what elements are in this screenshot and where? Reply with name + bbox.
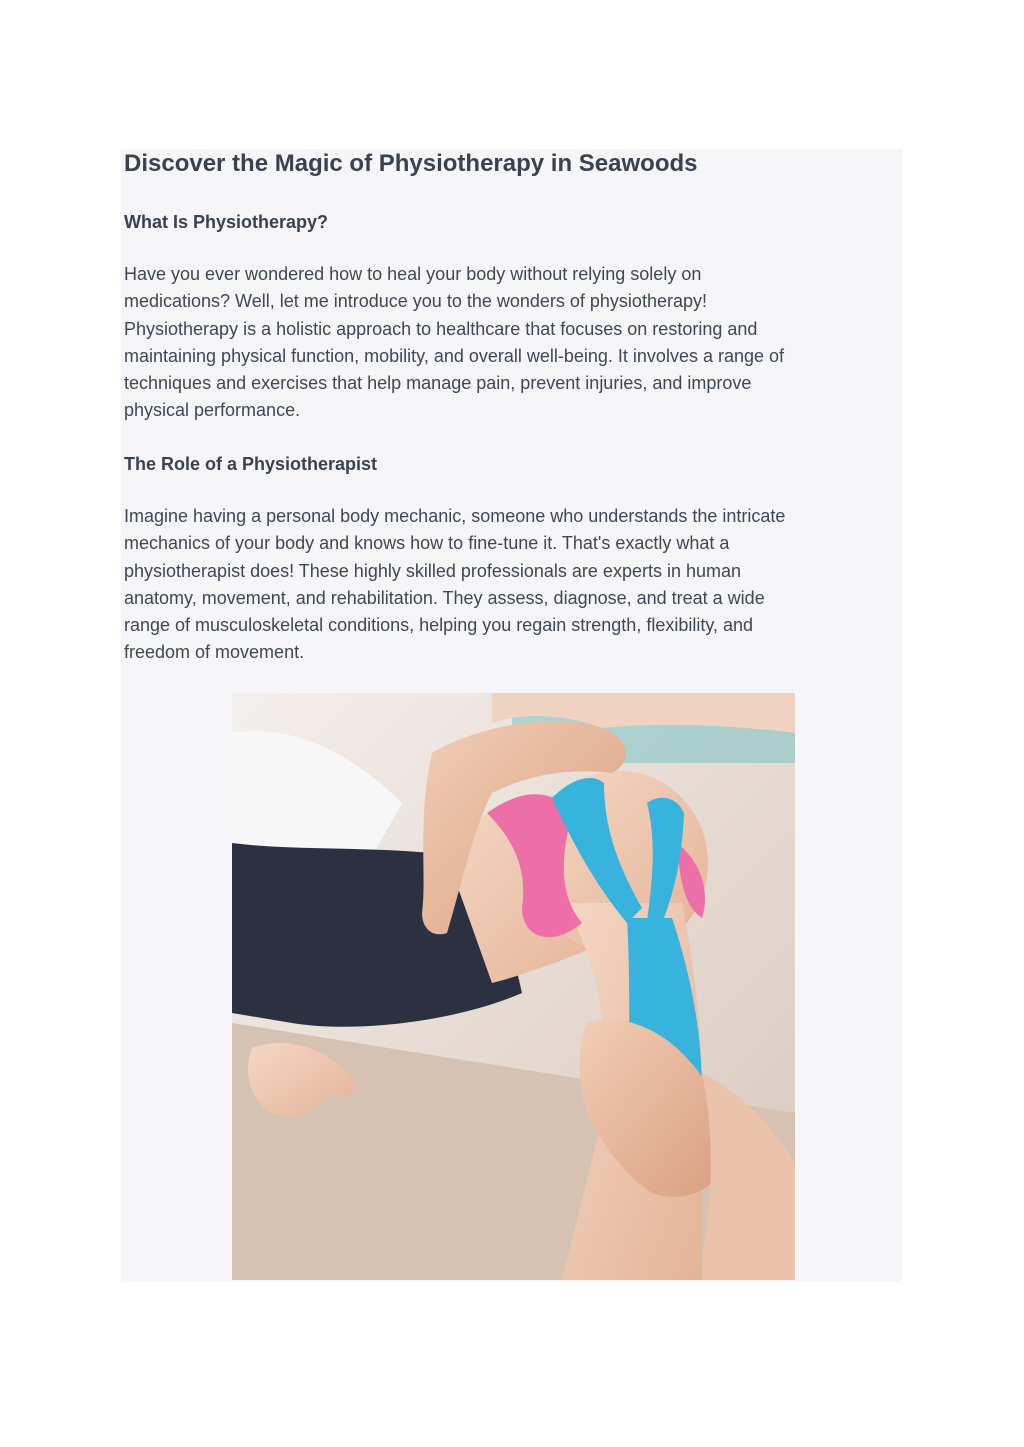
paragraph-line: range of musculoskeletal conditions, helping you regain strength, flexibility, and <box>124 615 754 636</box>
paragraph-line: mechanics of your body and knows how to fine-tune it. That's exactly what a <box>124 533 730 554</box>
paragraph-role-of-physiotherapist <box>124 503 894 667</box>
paragraph-line: Have you ever wondered how to heal your body without relying solely on <box>124 264 702 284</box>
paragraph-line: maintaining physical function, mobility, and overall well-being. It involves a range of <box>124 345 785 366</box>
paragraph-line: physical performance. <box>124 400 301 421</box>
section-heading-what-is-physiotherapy: What Is Physiotherapy? <box>124 212 329 232</box>
photo-illustration <box>232 693 795 1280</box>
paragraph-line: techniques and exercises that help manage pain, prevent injuries, and improve <box>124 373 752 394</box>
page-title: Discover the Magic of Physiotherapy in Seawoods <box>124 150 698 177</box>
paragraph-line: medications? Well, let me introduce you to the wonders of physiotherapy! <box>124 291 707 312</box>
paragraph-line: physiotherapist does! These highly skilled professionals are experts in human <box>124 560 742 581</box>
paragraph-line: anatomy, movement, and rehabilitation. They assess, diagnose, and treat a wide <box>124 587 765 608</box>
section-heading-role-of-physiotherapist: The Role of a Physiotherapist <box>124 454 378 474</box>
knee-taping-photo <box>232 693 795 1280</box>
paragraph-line: freedom of movement. <box>124 642 305 663</box>
paragraph-line: Imagine having a personal body mechanic, someone who understands the intricate <box>124 506 786 526</box>
paragraph-line: Physiotherapy is a holistic approach to healthcare that focuses on restoring and <box>124 318 758 339</box>
paragraph-what-is-physiotherapy <box>124 261 894 425</box>
